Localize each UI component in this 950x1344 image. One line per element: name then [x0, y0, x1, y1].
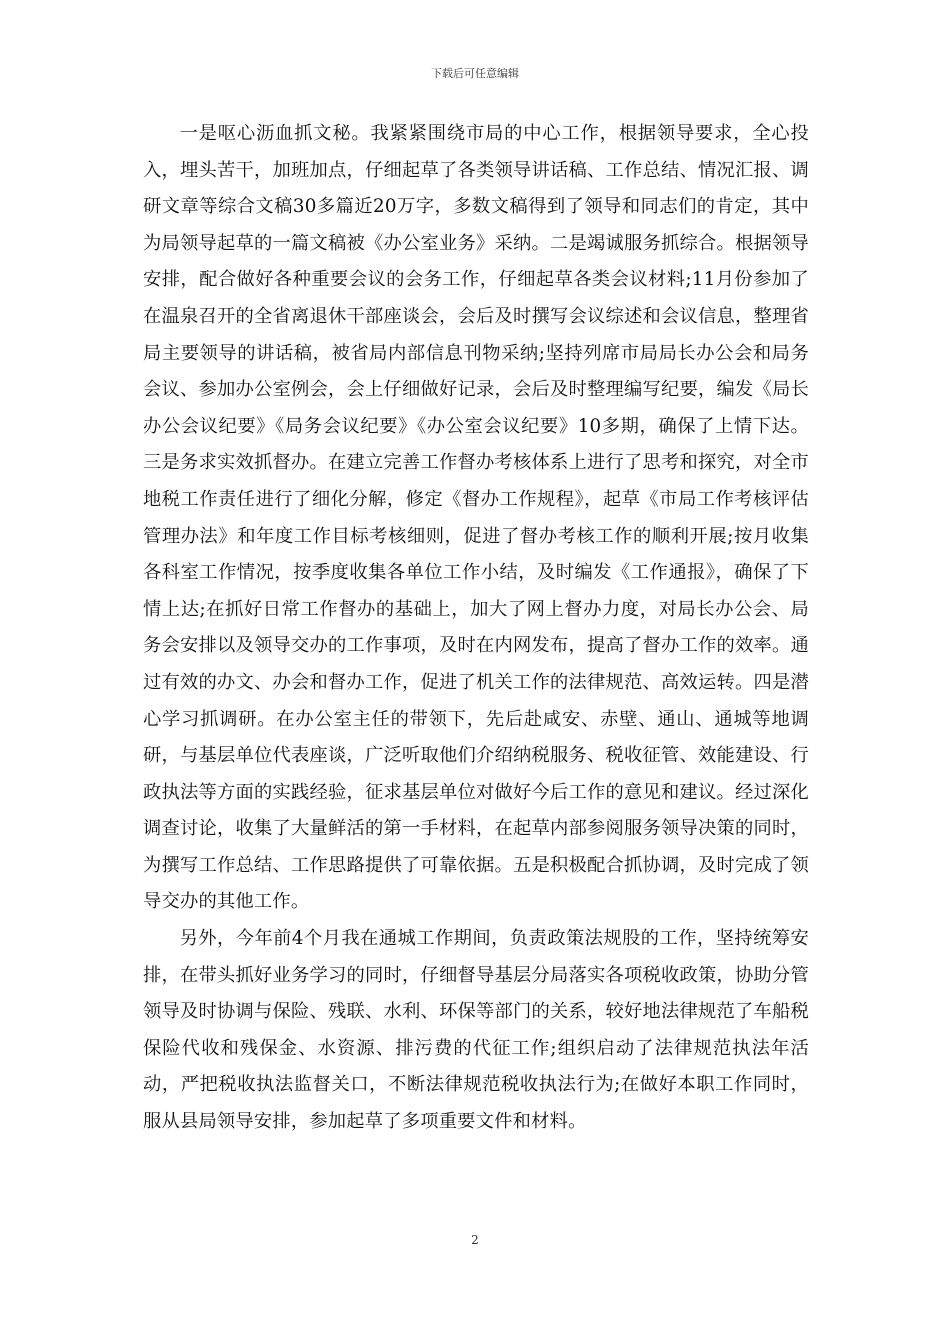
document-body	[143, 116, 809, 1141]
paragraph-work-summary: 一是呕心沥血抓文秘。我紧紧围绕市局的中心工作，根据领导要求，全心投入，埋头苦干，加班加点，仔细起草了各类领导讲话稿、工作总结、情况汇报、调研文章等综合文稿30多篇近20万字，多数文稿得到了领导和同志们的肯定，其中为局领导起草的一篇文稿被《办公室业务》采纳。二是竭诚服务抓综合。根据领导安排，配合做好各种重要会议的会务工作，仔细起草各类会议材料;11月份参加了在温泉召开的全省离退休干部座谈会，会后及时撰写会议综述和会议信息，整理省局主要领导的讲话稿，被省局内部信息刊物采纳;坚持列席市局局长办公会和局务会议、参加办公室例会，会上仔细做好记录，会后及时整理编写纪要，编发《局长办公会议纪要》《局务会议纪要》《办公室会议纪要》10多期，确保了上情下达。三是务求实效抓督办。在建立完善工作督办考核体系上进行了思考和探究，对全市地税工作责任进行了细化分解，修定《督办工作规程》，起草《市局工作考核评估管理办法》和年度工作目标考核细则，促进了督办考核工作的顺利开展;按月收集各科室工作情况，按季度收集各单位工作小结，及时编发《工作通报》，确保了下情上达;在抓好日常工作督办的基础上，加大了网上督办力度，对局长办公会、局务会安排以及领导交办的工作事项，及时在内网发布，提高了督办工作的效率。通过有效的办文、办会和督办工作，促进了机关工作的法律规范、高效运转。四是潜心学习抓调研。在办公室主任的带领下，先后赴咸安、赤壁、通山、通城等地调研，与基层单位代表座谈，广泛听取他们介绍纳税服务、税收征管、效能建设、行政执法等方面的实践经验，征求基层单位对做好今后工作的意见和建议。经过深化调查讨论，收集了大量鲜活的第一手材料，在起草内部参阅服务领导决策的同时，为撰写工作总结、工作思路提供了可靠依据。五是积极配合抓协调，及时完成了领导交办的其他工作。	[143, 123, 809, 913]
paragraph-tongcheng-work: 另外，今年前4个月我在通城工作期间，负责政策法规股的工作，坚持统筹安排，在带头抓好业务学习的同时，仔细督导基层分局落实各项税收政策，协助分管领导及时协调与保险、残联、水利、环保等部门的关系，较好地法律规范了车船税保险代收和残保金、水资源、排污费的代征工作;组织启动了法律规范执法年活动，严把税收执法监督关口，不断法律规范税收执法行为;在做好本职工作同时，服从县局领导安排，参加起草了多项重要文件和材料。	[143, 928, 809, 1133]
page-header: 下载后可任意编辑	[431, 67, 519, 80]
page-number: 2	[471, 1233, 479, 1247]
